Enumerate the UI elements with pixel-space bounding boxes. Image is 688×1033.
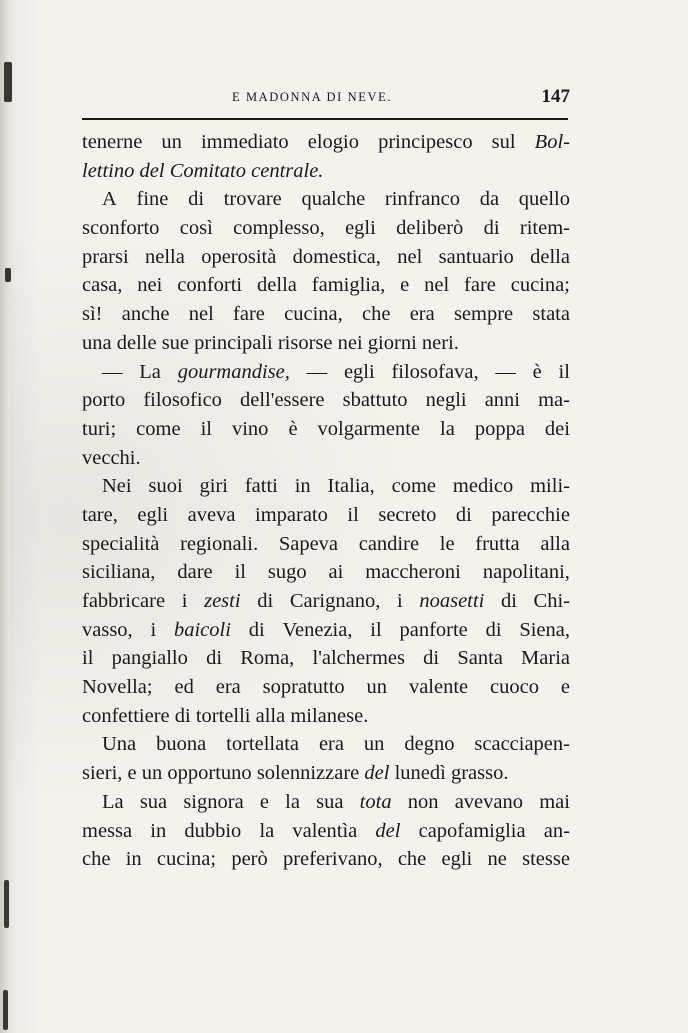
binding-mark: [4, 62, 12, 102]
text-line: A fine di trovare qualche rinfranco da quello: [102, 188, 570, 211]
page-header: [80, 80, 570, 114]
text-line: La sua signora e la sua tota non avevano mai: [102, 790, 570, 813]
text-line: specialità regionali. Sapeva candire le frutta alla: [82, 532, 570, 555]
text-line: sì! anche nel fare cucina, che era sempre stata: [82, 303, 570, 326]
text-line: siciliana, dare il sugo ai maccheroni napolitani,: [82, 561, 570, 584]
text-line: casa, nei conforti della famiglia, e nel fare cucina;: [82, 274, 570, 297]
text-line: che in cucina; però preferivano, che egli ne stesse: [82, 848, 570, 871]
text-line: fabbricare i zesti di Carignano, i noasetti di Chi-: [82, 590, 570, 612]
binding-mark: [3, 990, 8, 1030]
text-line: Novella; ed era sopratutto un valente cuoco e: [82, 676, 570, 699]
text-line: tare, egli aveva imparato il secreto di parecchie: [82, 503, 570, 526]
page-number: 147: [541, 86, 570, 107]
text-line: messa in dubbio la valentìa del capofamiglia an-: [82, 819, 570, 842]
text-line: Una buona tortellata era un degno scacciapen-: [102, 733, 570, 756]
text-line: tenerne un immediato elogio principesco sul Bol-: [82, 131, 570, 153]
text-line: sieri, e un opportuno solennizzare del lunedì grasso.: [82, 762, 509, 785]
text-line: lettino del Comitato centrale.: [82, 159, 324, 182]
text-line: confettiere di tortelli alla milanese.: [82, 704, 369, 727]
text-line: vasso, i baicoli di Venezia, il panforte di Siena,: [82, 618, 570, 641]
text-line: una delle sue principali risorse nei giorni neri.: [82, 331, 459, 354]
text-line: Nei suoi giri fatti in Italia, come medico mili-: [102, 475, 570, 498]
binding-mark: [5, 268, 11, 282]
text-line: prarsi nella operosità domestica, nel santuario della: [82, 245, 570, 268]
binding-mark: [4, 880, 9, 928]
header-rule: [82, 118, 568, 120]
running-head: E MADONNA DI NEVE.: [232, 90, 393, 104]
text-line: sconforto così complesso, egli deliberò di ritem-: [82, 217, 570, 240]
text-line: porto filosofico dell'essere sbattuto negli anni ma-: [82, 389, 570, 412]
text-line: il pangiallo di Roma, l'alchermes di Santa Maria: [82, 647, 570, 670]
text-line: vecchi.: [82, 446, 141, 469]
text-line: — La gourmandise, — egli filosofava, — è il: [102, 360, 570, 383]
page-binding-edge: [0, 0, 10, 1033]
body-text: [82, 128, 570, 874]
text-line: turi; come il vino è volgarmente la poppa dei: [82, 417, 570, 440]
